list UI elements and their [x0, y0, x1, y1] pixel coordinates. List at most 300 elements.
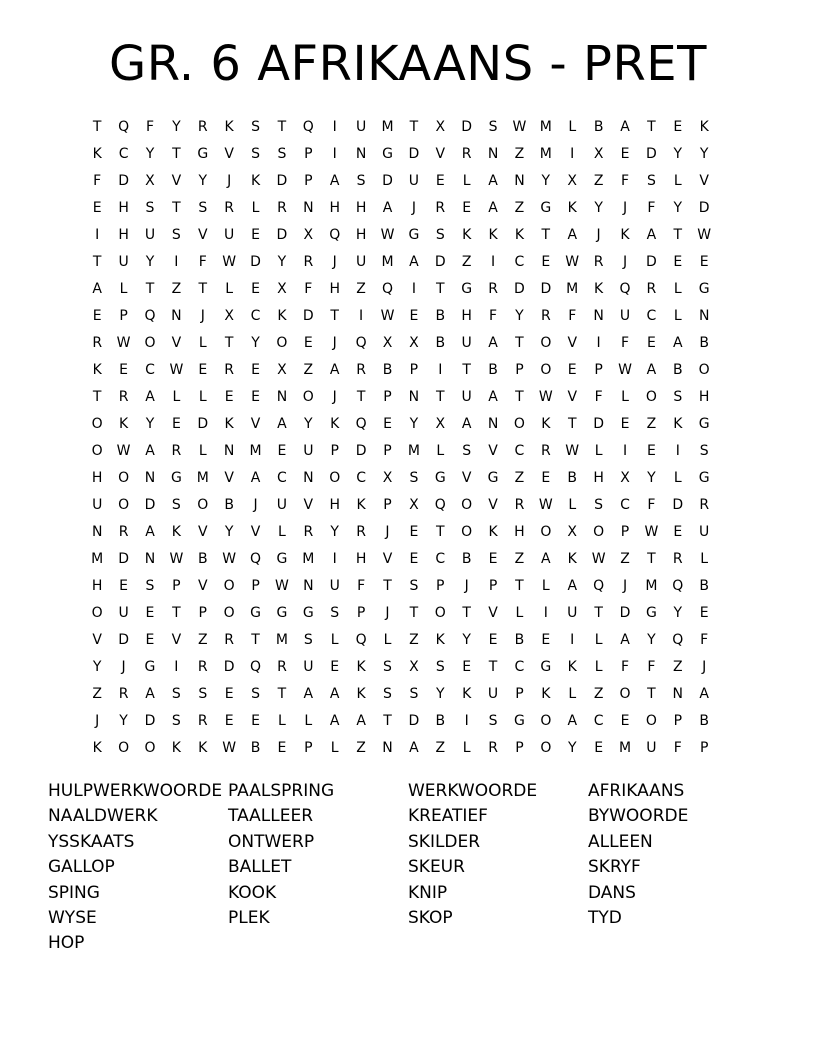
grid-letter[interactable]: L — [568, 497, 577, 513]
grid-letter[interactable]: K — [171, 740, 181, 756]
grid-letter[interactable]: W — [116, 335, 131, 351]
grid-letter[interactable]: K — [356, 497, 366, 513]
grid-letter[interactable]: K — [356, 686, 366, 702]
grid-letter[interactable]: U — [461, 389, 472, 405]
grid-letter[interactable]: L — [673, 308, 682, 324]
grid-letter[interactable]: O — [223, 578, 235, 594]
grid-letter[interactable]: G — [197, 146, 209, 162]
grid-letter[interactable]: J — [385, 524, 390, 540]
grid-letter[interactable]: Q — [355, 416, 367, 432]
grid-letter[interactable]: T — [488, 659, 498, 675]
grid-letter[interactable]: A — [409, 740, 419, 756]
grid-letter[interactable]: D — [461, 119, 473, 135]
grid-letter[interactable]: I — [332, 146, 337, 162]
grid-letter[interactable]: O — [329, 470, 341, 486]
grid-letter[interactable]: D — [355, 443, 367, 459]
grid-letter[interactable]: U — [224, 227, 235, 243]
grid-letter[interactable]: K — [250, 173, 261, 189]
grid-letter[interactable]: W — [565, 443, 580, 459]
grid-letter[interactable]: V — [197, 227, 208, 243]
grid-letter[interactable]: H — [118, 227, 129, 243]
grid-letter[interactable]: A — [145, 686, 155, 702]
grid-letter[interactable]: B — [250, 740, 261, 756]
grid-letter[interactable]: E — [409, 524, 419, 540]
grid-letter[interactable]: R — [118, 686, 129, 702]
grid-letter[interactable]: R — [92, 335, 103, 351]
grid-letter[interactable]: M — [645, 578, 658, 594]
grid-letter[interactable]: P — [436, 578, 445, 594]
grid-letter[interactable]: U — [329, 578, 340, 594]
grid-letter[interactable]: W — [644, 524, 659, 540]
grid-letter[interactable]: X — [277, 281, 287, 297]
grid-letter[interactable]: B — [435, 713, 446, 729]
grid-letter[interactable]: P — [515, 362, 524, 378]
grid-letter[interactable]: D — [276, 173, 288, 189]
grid-letter[interactable]: N — [144, 551, 156, 567]
grid-letter[interactable]: S — [303, 632, 313, 648]
grid-letter[interactable]: Y — [594, 200, 603, 216]
grid-letter[interactable]: T — [145, 281, 155, 297]
grid-letter[interactable]: D — [646, 254, 657, 270]
grid-letter[interactable]: V — [435, 146, 446, 162]
grid-letter[interactable]: R — [488, 740, 498, 756]
grid-letter[interactable]: U — [646, 740, 657, 756]
grid-letter[interactable]: L — [594, 659, 603, 675]
grid-letter[interactable]: H — [698, 389, 710, 405]
grid-letter[interactable]: A — [329, 362, 340, 378]
grid-letter[interactable]: E — [541, 254, 551, 270]
grid-letter[interactable]: O — [197, 497, 209, 513]
grid-letter[interactable]: T — [198, 281, 208, 297]
grid-letter[interactable]: V — [224, 146, 234, 162]
grid-letter[interactable]: Q — [144, 308, 156, 324]
grid-letter[interactable]: S — [673, 389, 683, 405]
grid-letter[interactable]: Y — [673, 200, 683, 216]
grid-letter[interactable]: Z — [514, 470, 525, 486]
grid-letter[interactable]: I — [438, 362, 443, 378]
grid-letter[interactable]: T — [541, 227, 551, 243]
grid-letter[interactable]: M — [539, 119, 552, 135]
grid-letter[interactable]: U — [118, 254, 129, 270]
grid-letter[interactable]: I — [464, 713, 469, 729]
grid-letter[interactable]: I — [543, 605, 548, 621]
grid-letter[interactable]: U — [567, 605, 578, 621]
grid-letter[interactable]: S — [251, 119, 260, 135]
grid-letter[interactable]: X — [409, 335, 419, 351]
grid-letter[interactable]: E — [699, 254, 709, 270]
grid-letter[interactable]: O — [540, 713, 552, 729]
grid-letter[interactable]: M — [381, 254, 394, 270]
grid-letter[interactable]: W — [591, 551, 606, 567]
grid-letter[interactable]: K — [198, 740, 208, 756]
grid-letter[interactable]: E — [383, 416, 392, 432]
grid-letter[interactable]: E — [330, 659, 340, 675]
grid-letter[interactable]: P — [409, 362, 419, 378]
grid-letter[interactable]: Q — [593, 578, 605, 594]
grid-letter[interactable]: P — [251, 578, 260, 594]
grid-letter[interactable]: A — [145, 443, 155, 459]
grid-letter[interactable]: G — [698, 281, 710, 297]
grid-letter[interactable]: O — [91, 443, 103, 459]
grid-letter[interactable]: D — [118, 551, 129, 567]
grid-letter[interactable]: E — [462, 200, 472, 216]
grid-letter[interactable]: E — [620, 146, 630, 162]
grid-letter[interactable]: T — [647, 551, 656, 567]
grid-letter[interactable]: I — [596, 335, 601, 351]
grid-letter[interactable]: V — [488, 443, 498, 459]
grid-letter[interactable]: R — [118, 389, 129, 405]
grid-letter[interactable]: S — [171, 227, 181, 243]
grid-letter[interactable]: P — [119, 308, 128, 324]
grid-letter[interactable]: I — [570, 146, 575, 162]
grid-letter[interactable]: O — [698, 362, 710, 378]
grid-letter[interactable]: V — [171, 335, 182, 351]
grid-letter[interactable]: V — [461, 470, 472, 486]
grid-letter[interactable]: V — [488, 497, 498, 513]
grid-letter[interactable]: R — [672, 551, 683, 567]
grid-letter[interactable]: L — [541, 578, 550, 594]
grid-letter[interactable]: Z — [356, 281, 366, 297]
grid-letter[interactable]: V — [197, 524, 208, 540]
grid-letter[interactable]: O — [118, 470, 130, 486]
grid-letter[interactable]: M — [381, 119, 394, 135]
grid-letter[interactable]: I — [622, 443, 628, 459]
grid-letter[interactable]: F — [700, 632, 709, 648]
grid-letter[interactable]: L — [172, 389, 181, 405]
grid-letter[interactable]: S — [488, 119, 498, 135]
grid-letter[interactable]: F — [620, 659, 630, 675]
grid-letter[interactable]: D — [382, 173, 393, 189]
grid-letter[interactable]: Q — [434, 497, 446, 513]
grid-letter[interactable]: O — [302, 389, 314, 405]
grid-letter[interactable]: G — [461, 281, 473, 297]
grid-letter[interactable]: T — [251, 632, 260, 648]
grid-letter[interactable]: F — [647, 497, 656, 513]
grid-letter[interactable]: C — [277, 470, 287, 486]
grid-letter[interactable]: R — [435, 200, 446, 216]
grid-letter[interactable]: U — [487, 686, 499, 702]
grid-letter[interactable]: N — [303, 200, 314, 216]
grid-letter[interactable]: O — [461, 524, 473, 540]
grid-letter[interactable]: T — [409, 605, 419, 621]
grid-letter[interactable]: Q — [250, 551, 262, 567]
grid-letter[interactable]: B — [382, 362, 393, 378]
grid-letter[interactable]: T — [383, 578, 392, 594]
grid-letter[interactable]: C — [250, 308, 261, 324]
grid-letter[interactable]: G — [276, 551, 288, 567]
grid-letter[interactable]: E — [303, 335, 313, 351]
grid-letter[interactable]: G — [170, 470, 182, 486]
grid-letter[interactable]: G — [382, 146, 393, 162]
grid-letter[interactable]: H — [514, 524, 525, 540]
grid-letter[interactable]: L — [198, 443, 207, 459]
grid-letter[interactable]: X — [567, 524, 578, 540]
grid-letter[interactable]: R — [303, 524, 314, 540]
grid-letter[interactable]: E — [171, 416, 181, 432]
grid-letter[interactable]: E — [251, 389, 260, 405]
grid-letter[interactable]: A — [329, 173, 340, 189]
grid-letter[interactable]: E — [145, 632, 155, 648]
grid-letter[interactable]: H — [593, 470, 604, 486]
grid-letter[interactable]: G — [408, 227, 420, 243]
grid-letter[interactable]: O — [144, 740, 156, 756]
grid-letter[interactable]: L — [462, 740, 471, 756]
grid-letter[interactable]: S — [488, 713, 498, 729]
grid-letter[interactable]: Q — [302, 119, 314, 135]
grid-letter[interactable]: T — [673, 227, 683, 243]
grid-letter[interactable]: R — [488, 281, 498, 297]
grid-letter[interactable]: O — [144, 335, 156, 351]
grid-letter[interactable]: Q — [381, 281, 393, 297]
grid-letter[interactable]: A — [356, 713, 366, 729]
grid-letter[interactable]: N — [593, 308, 604, 324]
grid-letter[interactable]: Z — [197, 632, 208, 648]
grid-letter[interactable]: P — [198, 605, 207, 621]
grid-letter[interactable]: W — [169, 551, 184, 567]
grid-letter[interactable]: U — [355, 119, 367, 135]
grid-letter[interactable]: U — [118, 605, 129, 621]
grid-letter[interactable]: T — [172, 200, 181, 216]
grid-letter[interactable]: Z — [514, 551, 525, 567]
grid-letter[interactable]: Y — [567, 740, 577, 756]
grid-letter[interactable]: A — [303, 686, 314, 702]
grid-letter[interactable]: N — [382, 740, 393, 756]
grid-letter[interactable]: Z — [435, 740, 446, 756]
grid-letter[interactable]: G — [276, 605, 288, 621]
grid-letter[interactable]: R — [171, 443, 182, 459]
grid-letter[interactable]: A — [646, 362, 657, 378]
grid-letter[interactable]: P — [383, 443, 392, 459]
grid-letter[interactable]: L — [225, 281, 234, 297]
grid-letter[interactable]: P — [383, 389, 392, 405]
grid-letter[interactable]: I — [332, 119, 337, 135]
grid-letter[interactable]: F — [304, 281, 313, 297]
grid-letter[interactable]: U — [276, 497, 288, 513]
grid-letter[interactable]: T — [383, 713, 392, 729]
grid-letter[interactable]: H — [91, 470, 103, 486]
grid-letter[interactable]: T — [356, 389, 366, 405]
grid-letter[interactable]: V — [224, 470, 234, 486]
grid-letter[interactable]: D — [434, 254, 446, 270]
grid-letter[interactable]: D — [144, 497, 156, 513]
grid-letter[interactable]: L — [568, 686, 577, 702]
grid-letter[interactable]: S — [383, 659, 392, 675]
grid-letter[interactable]: U — [461, 335, 472, 351]
grid-letter[interactable]: V — [699, 173, 709, 189]
grid-letter[interactable]: S — [171, 686, 181, 702]
grid-letter[interactable]: R — [197, 713, 208, 729]
grid-letter[interactable]: N — [698, 308, 710, 324]
grid-letter[interactable]: Z — [303, 362, 314, 378]
grid-letter[interactable]: J — [596, 227, 601, 243]
grid-letter[interactable]: B — [488, 362, 498, 378]
grid-letter[interactable]: M — [566, 281, 579, 297]
grid-letter[interactable]: A — [92, 281, 102, 297]
grid-letter[interactable]: F — [568, 308, 577, 324]
grid-letter[interactable]: P — [383, 497, 392, 513]
grid-letter[interactable]: S — [409, 470, 419, 486]
grid-letter[interactable]: X — [593, 146, 604, 162]
grid-letter[interactable]: G — [487, 470, 499, 486]
grid-letter[interactable]: T — [92, 254, 102, 270]
grid-letter[interactable]: L — [673, 173, 682, 189]
grid-letter[interactable]: W — [380, 308, 395, 324]
grid-letter[interactable]: I — [359, 308, 364, 324]
grid-letter[interactable]: A — [145, 524, 155, 540]
grid-letter[interactable]: E — [646, 335, 656, 351]
grid-letter[interactable]: R — [540, 443, 551, 459]
grid-letter[interactable]: K — [356, 659, 366, 675]
grid-letter[interactable]: Z — [171, 281, 182, 297]
grid-letter[interactable]: H — [355, 551, 367, 567]
grid-letter[interactable]: Z — [514, 146, 525, 162]
grid-letter[interactable]: P — [594, 362, 603, 378]
grid-letter[interactable]: O — [434, 605, 446, 621]
grid-letter[interactable]: K — [567, 551, 577, 567]
grid-letter[interactable]: K — [224, 416, 234, 432]
grid-letter[interactable]: G — [514, 713, 525, 729]
grid-letter[interactable]: O — [223, 605, 235, 621]
grid-letter[interactable]: A — [646, 227, 657, 243]
grid-letter[interactable]: A — [277, 416, 287, 432]
grid-letter[interactable]: E — [673, 119, 683, 135]
grid-letter[interactable]: A — [488, 389, 498, 405]
grid-letter[interactable]: N — [91, 524, 103, 540]
grid-letter[interactable]: E — [224, 713, 234, 729]
grid-letter[interactable]: F — [673, 740, 682, 756]
grid-letter[interactable]: Q — [672, 632, 684, 648]
grid-letter[interactable]: R — [197, 119, 208, 135]
grid-letter[interactable]: C — [514, 443, 525, 459]
grid-letter[interactable]: A — [461, 416, 472, 432]
grid-letter[interactable]: H — [355, 200, 367, 216]
grid-letter[interactable]: H — [91, 578, 103, 594]
grid-letter[interactable]: N — [408, 389, 420, 405]
grid-letter[interactable]: S — [145, 200, 155, 216]
grid-letter[interactable]: E — [462, 659, 472, 675]
grid-letter[interactable]: A — [567, 227, 578, 243]
grid-letter[interactable]: Y — [409, 416, 419, 432]
grid-letter[interactable]: M — [539, 146, 552, 162]
grid-letter[interactable]: O — [513, 416, 525, 432]
grid-letter[interactable]: T — [172, 146, 181, 162]
grid-letter[interactable]: S — [145, 578, 155, 594]
grid-letter[interactable]: L — [251, 200, 260, 216]
grid-letter[interactable]: E — [646, 443, 656, 459]
grid-letter[interactable]: V — [303, 497, 314, 513]
grid-letter[interactable]: N — [487, 416, 499, 432]
grid-letter[interactable]: E — [198, 362, 208, 378]
grid-letter[interactable]: Z — [593, 173, 604, 189]
grid-letter[interactable]: U — [92, 497, 103, 513]
grid-letter[interactable]: Y — [224, 524, 234, 540]
grid-letter[interactable]: J — [121, 659, 126, 675]
grid-letter[interactable]: L — [594, 443, 603, 459]
grid-letter[interactable]: C — [356, 470, 366, 486]
grid-letter[interactable]: R — [356, 524, 366, 540]
grid-letter[interactable]: V — [171, 632, 182, 648]
grid-letter[interactable]: C — [646, 308, 657, 324]
grid-letter[interactable]: E — [251, 362, 260, 378]
grid-letter[interactable]: A — [488, 173, 498, 189]
grid-letter[interactable]: S — [198, 200, 208, 216]
grid-letter[interactable]: Y — [145, 146, 155, 162]
grid-letter[interactable]: L — [383, 632, 392, 648]
grid-letter[interactable]: T — [435, 524, 445, 540]
grid-letter[interactable]: F — [145, 119, 154, 135]
grid-letter[interactable]: S — [435, 659, 445, 675]
grid-letter[interactable]: J — [411, 200, 416, 216]
grid-letter[interactable]: T — [462, 605, 471, 621]
grid-letter[interactable]: C — [435, 551, 446, 567]
grid-letter[interactable]: N — [514, 173, 525, 189]
grid-letter[interactable]: T — [647, 686, 656, 702]
grid-letter[interactable]: S — [383, 686, 392, 702]
grid-letter[interactable]: Y — [435, 686, 445, 702]
grid-letter[interactable]: K — [92, 146, 102, 162]
grid-letter[interactable]: N — [171, 308, 182, 324]
grid-letter[interactable]: E — [435, 173, 445, 189]
grid-letter[interactable]: K — [435, 632, 445, 648]
grid-letter[interactable]: K — [594, 281, 604, 297]
grid-letter[interactable]: V — [197, 578, 208, 594]
grid-letter[interactable]: Y — [145, 254, 155, 270]
grid-letter[interactable]: O — [118, 497, 130, 513]
grid-letter[interactable]: Z — [646, 416, 657, 432]
grid-letter[interactable]: K — [699, 119, 709, 135]
grid-letter[interactable]: G — [250, 605, 261, 621]
grid-letter[interactable]: R — [277, 200, 287, 216]
grid-letter[interactable]: O — [645, 389, 657, 405]
grid-letter[interactable]: B — [435, 335, 446, 351]
grid-letter[interactable]: S — [251, 686, 260, 702]
grid-letter[interactable]: I — [332, 551, 337, 567]
grid-letter[interactable]: D — [408, 713, 420, 729]
grid-letter[interactable]: R — [303, 254, 314, 270]
grid-letter[interactable]: B — [461, 551, 472, 567]
grid-letter[interactable]: G — [645, 605, 657, 621]
grid-letter[interactable]: W — [697, 227, 712, 243]
grid-letter[interactable]: V — [250, 524, 261, 540]
grid-letter[interactable]: E — [92, 308, 102, 324]
grid-letter[interactable]: X — [435, 119, 446, 135]
grid-letter[interactable]: S — [435, 227, 445, 243]
grid-letter[interactable]: A — [382, 200, 393, 216]
grid-letter[interactable]: D — [197, 416, 209, 432]
grid-letter[interactable]: P — [488, 578, 498, 594]
grid-letter[interactable]: L — [621, 389, 629, 405]
grid-letter[interactable]: S — [699, 443, 709, 459]
grid-letter[interactable]: Z — [409, 632, 419, 648]
grid-letter[interactable]: Y — [673, 146, 683, 162]
grid-letter[interactable]: N — [355, 146, 367, 162]
grid-letter[interactable]: V — [250, 416, 261, 432]
grid-letter[interactable]: E — [119, 362, 129, 378]
grid-letter[interactable]: W — [512, 119, 527, 135]
grid-letter[interactable]: X — [382, 470, 393, 486]
grid-letter[interactable]: A — [541, 551, 551, 567]
grid-letter[interactable]: B — [699, 578, 709, 594]
grid-letter[interactable]: O — [540, 740, 552, 756]
grid-letter[interactable]: W — [222, 254, 237, 270]
grid-letter[interactable]: K — [277, 308, 287, 324]
grid-letter[interactable]: B — [593, 119, 604, 135]
grid-letter[interactable]: B — [224, 497, 234, 513]
grid-letter[interactable]: F — [647, 659, 656, 675]
grid-letter[interactable]: S — [171, 497, 181, 513]
grid-letter[interactable]: W — [222, 740, 237, 756]
grid-letter[interactable]: K — [541, 416, 551, 432]
